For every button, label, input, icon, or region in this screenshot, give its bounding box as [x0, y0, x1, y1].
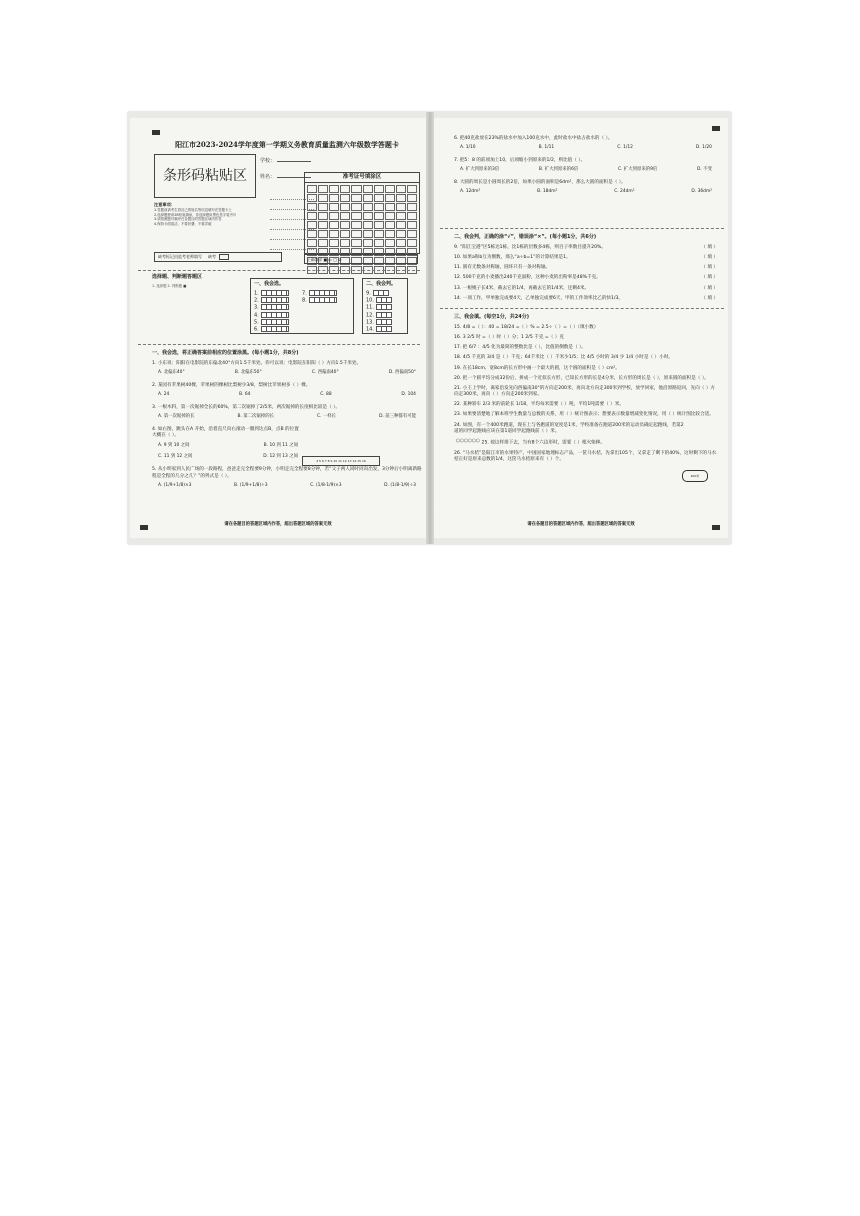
exam-digit-cell	[374, 212, 384, 220]
section-3-fill: 三、我会填。(每空1分，共24分) 15. 4/8 =（ ）：40 = 18/24 =（ ）% = 2.5÷（ ）=（ ）（填小数） 16. 3 2/5 时 =（ ）时（ ）分；1 2/5 千克 =（ ）克 17. 把 6/7 ：4/5 化为最简的整数比是（ ），比值的倒数是（ ）。 18. 4/5 千克的 3/4 是（ ）千克；64千米比（ ）千米少1/5；比 4/5 小时的 3/4 少 1/4 小时是（ ）小时。 19. 在长18cm、宽8cm的长方形中画一个最大的圆，这个圆的面积是（ ）cm²。 20. 把一个圆平均分成32份后，拼成一个近似长方形，已知长方形的长是4分米，长方形的周长是（ ），原来圆的面积是（ ）。 21. 小王上学时，离家沿发先向西偏南30°的方向走200米，再向北方向走300米到学校，放学回家，他沿原路返回，先向（ ）方向走300米，再向（ ）方向走200米到家。 22. 某种轿车 2/3 米的前轮长 1/18，平均每米需要（ ）吨，平均1吨需要（ ）米。 23. 如果要清楚地了解本班学生数量与总数的关系，用（ ）统计图表示；想要表示数量增减变化情况，用（ ）统计图比较合适。 24. 如图，有一个400米跑道，现在上与各跑道的宽度是1米，学校准备在跑道200米的运动员确定起跑线，若第2道的同学起跑线应该在第1道同学起跑线前（ ）米。 ⬡⬡⬡⬡⬡⬡ 25. 按这样排下去，当有8个六边形时，需要（ ）根火柴棒。 26. “马水桔”是阳江市的水果特产，中国国家地理标志产品，一筐马水桔，先拿出105个，又拿走了剩下的40%，这时剩下的马水桔正好是原来总数的1/4，这筐马水桔原来有（ ）个。	[454, 314, 717, 462]
exam-digit-cell	[407, 203, 417, 211]
exam-number-area: 准考证号填涂区	[304, 172, 420, 254]
right-page	[434, 118, 728, 538]
exam-digit-cell	[407, 194, 417, 202]
section-1-questions: 一、我会选，将正确答案前相应的位置涂黑。(每小题1分，共8分) 1. 小东说：阳阳在电影院的东偏北40°方向1.5千米处。你可以说：电影院在阳阳（ ）方向1.5千米处。 A. 北偏东40° B. 北偏东50° C. 西偏南40° D. 西偏南50° 2. 某园有苹果树40棵，苹果树的棵树比梨树少3/8，梨树比苹果树多（ ）棵。 A. 24 B. 64 C. 88 D. 104 3. 一根木料，第一次锯掉全长的60%，第二次锯掉了2/5米，两次锯掉的长度相比较是（ ）。 A. 第一次锯掉的长 B. 第二次锯掉的长 C. 一样长 D. 前三种都有可能 4. 如右图，跳头在A 开始，沿着直尺向右滚动一圈到达点B，点B 的位置大概在（ ）。 A. 9 到 10 之间 B. 10 到 11 之间 C. 11 到 12 之间 D. 12 到 13 之间 5. 从小明家到人民广场的一段路程，爸爸走完全程要9分钟，小明走完全程要8分钟，若“父子两人同时同向出发，3分钟后小明离新路程是全程的几分之几？”的列式是（ ）。 A. (1/9+1/8)×3 B. (1/9+1/8)÷3 C. (1/8-1/9)×3 D. (1/8-1/9)÷3	[152, 350, 422, 488]
exam-digit-cell	[396, 239, 406, 247]
exam-digit-cell	[340, 230, 350, 238]
exam-digit-cell	[318, 212, 328, 220]
section-2-judge: 二、我会判，正确的涂“√”，错误涂“×”。(每小题1分，共6分) 9. “阳江宝港”区5栋达1栋，比1栋的层数多4栋，则百子率数目提升20%。 （ 填 ） 10. 如果a和b互为倒数，那么“a÷b=1”的计算结果是1。 （ 填 ） 11. 圆有无数条对称轴，圆环只有一条对称轴。 （ 填 ） 12. 500千克的小麦播出240千克面粉，这种小麦的出粉率是48%千克。 （ 填 ） 13. 一根绳子长4米，截去它的1/4，再截去它的1/4米，还剩4米。 （ 填 ） 14. 一项工作，甲单独完成要4天，乙单独完成要6天，甲的工作效率比乙的快1/3。 （ 填 ）	[454, 234, 718, 301]
exam-digit-cell	[374, 221, 384, 229]
exam-digit-cell	[307, 203, 317, 211]
section-1-continued: 6. 把40克盐放在23%的盐水中加入100克水中，此时盐水中盐占盐水的（ ）。 A. 1/10 B. 1/11 C. 1/12 D. 1/20 7. 把5：8 的前项加上10，后项缩小到原来的1/2，则比值（ ）。 A. 扩大到原来的3倍 B. 扩大到原来的6倍 C. 扩大到原来的9倍 D. 不变 8. 大圆的周长是小圆周长的2倍，如果小圆的面积是6dm²，那么大圆的面积是（ ）。 A. 12dm² B. 18dm² C. 24dm² D. 36dm²	[454, 136, 712, 195]
exam-digit-cell	[307, 185, 317, 193]
exam-digit-cell	[351, 221, 361, 229]
exam-digit-cell	[329, 221, 339, 229]
exam-digit-cell	[329, 185, 339, 193]
exam-digit-cell	[340, 239, 350, 247]
exam-digit-cell	[351, 230, 361, 238]
corner-mark	[712, 126, 720, 131]
exam-digit-cell	[363, 203, 373, 211]
answer-sheet-photo	[128, 112, 731, 544]
exam-digit-cell	[407, 185, 417, 193]
book-spine	[426, 112, 434, 544]
exam-digit-cell	[396, 185, 406, 193]
exam-digit-cell	[329, 194, 339, 202]
ruler-figure: 4 5 6 7 8 9 10 11 12 13 14 15 16	[302, 456, 380, 466]
exam-digit-cell	[340, 203, 350, 211]
exam-digit-cell	[385, 212, 395, 220]
exam-digit-cell	[329, 203, 339, 211]
exam-digit-cell	[307, 194, 317, 202]
exam-digit-cell	[351, 194, 361, 202]
exam-digit-cell	[363, 194, 373, 202]
exam-digit-cell	[363, 230, 373, 238]
page-footer: 请在各题目的答题区域内作答，超出答题区域的答案无效	[527, 522, 635, 528]
name-field: 姓名：	[260, 174, 311, 181]
exam-digit-cell	[396, 203, 406, 211]
running-track-figure: 400米	[682, 470, 708, 482]
missing-exam-box: 缺考标记由监考老师填写 缺考	[154, 252, 282, 262]
exam-digit-cell	[351, 212, 361, 220]
exam-digit-cell	[407, 230, 417, 238]
exam-digit-cell	[363, 185, 373, 193]
exam-digit-cell	[351, 239, 361, 247]
exam-digit-cell	[318, 221, 328, 229]
notice-box: 注意事项： 1.答题前请考生将自己的姓名等信息填写在答题卡上 2.选择题使用2B铅笔填涂，非选择题用黑色签字笔书写 3.请按照题号顺序在各题目的答题区域内作答 4.保持卡面清洁，不要折叠、不要弄破	[154, 202, 237, 227]
exam-digit-cell	[363, 239, 373, 247]
judge-answer-box: 二、我会判。 9. 10. 11. 12. 13. 14.	[362, 278, 408, 334]
exam-digit-cell	[385, 203, 395, 211]
exam-digit-cell	[329, 230, 339, 238]
exam-digit-cell	[385, 194, 395, 202]
choice-answer-box: 一、我会选。 1. 2. 3. 4. 5. 6. 7. 8.	[250, 278, 354, 334]
exam-digit-cell	[407, 221, 417, 229]
exam-digit-cell	[396, 212, 406, 220]
exam-digit-cell	[307, 221, 317, 229]
exam-digit-cell	[374, 203, 384, 211]
exam-digit-cell	[363, 212, 373, 220]
exam-digit-cell	[385, 185, 395, 193]
left-page	[130, 118, 426, 538]
exam-digit-cell	[318, 203, 328, 211]
exam-digit-cell	[374, 185, 384, 193]
exam-digit-cell	[318, 239, 328, 247]
exam-digit-cell	[307, 230, 317, 238]
exam-digit-cell	[340, 212, 350, 220]
exam-digit-cell	[363, 221, 373, 229]
exam-digit-cell	[307, 239, 317, 247]
exam-digit-cell	[318, 230, 328, 238]
exam-digit-cell	[374, 239, 384, 247]
exam-digit-cell	[396, 230, 406, 238]
exam-digit-cell	[351, 185, 361, 193]
exam-digit-cell	[340, 221, 350, 229]
exam-digit-cell	[329, 212, 339, 220]
hexagon-figure: ⬡⬡⬡⬡⬡⬡	[456, 439, 481, 444]
exam-digit-cell	[374, 230, 384, 238]
sheet-title: 阳江市2023-2024学年度第一学期义务教育质量监测六年级数学答题卡	[175, 140, 399, 149]
exam-digit-cell	[307, 212, 317, 220]
exam-digit-cell	[351, 203, 361, 211]
barcode-area: 条形码粘贴区	[154, 154, 256, 198]
exam-digit-cell	[407, 212, 417, 220]
page-footer: 请在各题目的答题区域内作答，超出答题区域的答案无效	[224, 522, 332, 528]
exam-digit-cell	[318, 194, 328, 202]
exam-digit-cell	[385, 239, 395, 247]
fill-sample: 正确填涂 ■ ▭ ◯ ⊘	[304, 254, 418, 264]
exam-digit-cell	[318, 185, 328, 193]
exam-digit-cell	[396, 194, 406, 202]
exam-digit-cell	[396, 221, 406, 229]
exam-digit-cell	[340, 185, 350, 193]
exam-digit-cell	[407, 239, 417, 247]
corner-mark	[152, 130, 160, 135]
exam-digit-cell	[385, 230, 395, 238]
exam-digit-cell	[329, 239, 339, 247]
school-field: 学校：	[260, 158, 311, 165]
exam-digit-cell	[374, 194, 384, 202]
judge-area-note: 选择题、判断题答题区 1. 选择题 2. 判断题 ■	[152, 274, 203, 288]
exam-digit-cell	[385, 221, 395, 229]
exam-digit-cell	[340, 194, 350, 202]
